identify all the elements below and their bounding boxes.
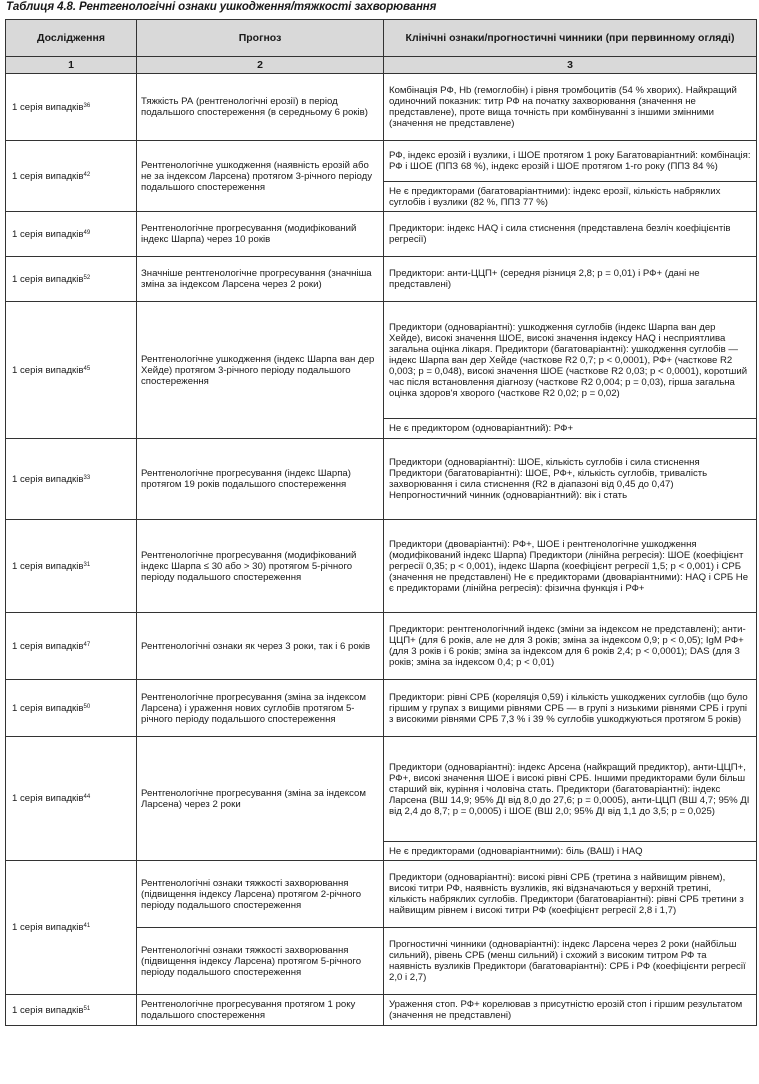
study-cell: 1 серія випадків$^{47}$	[6, 613, 137, 680]
study-cell: 1 серія випадків$^{36}$	[6, 74, 137, 141]
header-prognosis: Прогноз	[137, 20, 384, 57]
study-cell: 1 серія випадків$^{45}$	[6, 302, 137, 439]
study-cell: 1 серія випадків$^{42}$	[6, 141, 137, 212]
clinical-cell: Предиктори (одноваріантні): ушкодження суглобів (індекс Шарпа ван дер Хейде), високі значення ШОЕ, високі значення індексу HAQ і несприятлива загальна оцінка лікаря. Предиктори (багатоваріантні): ушкодження суглобів — індекс Шарпа ван дер Хейде (часткове R2 0,7; p < 0,0001), РФ+ (часткове R2 0,003; p = 0,048), високі значення ШОЕ (часткове R2 0,03; p < 0,0001), коротший час після встановлення діагнозу (часткове R2 0,004; p = 0,03), гірша загальна оцінка здоров'я хворого (часткове R2 0,02; p = 0,02)	[384, 302, 757, 419]
prognosis-cell: Рентгенологічне прогресування (зміна за індексом Ларсена) і ураження нових суглобів протягом 5-річного періоду подальшого спостереження	[137, 680, 384, 737]
study-cell: 1 серія випадків$^{50}$	[6, 680, 137, 737]
study-cell: 1 серія випадків$^{31}$	[6, 520, 137, 613]
clinical-cell: Предиктори: анти-ЦЦП+ (середня різниця 2,8; p = 0,01) і РФ+ (дані не представлені)	[384, 257, 757, 302]
table-row	[6, 141, 757, 182]
header-col-3: 3	[384, 57, 757, 74]
clinical-cell: Предиктори (одноваріантні): ШОЕ, кількість суглобів і сила стиснення Предиктори (багатоваріантні): ШОЕ, РФ+, кількість суглобів, тривалість захворювання і сила стиснення (R2 в діапазоні від 0,45 до 0,47) Непрогностичний чинник (одноваріантний): вік і стать	[384, 439, 757, 520]
clinical-cell: Комбінація РФ, Hb (гемоглобін) і рівня тромбоцитів (54 % хворих). Найкращий одиночний показник: титр РФ на початку захворювання (значення не представлене), проте вища точність при комбінуванні з іншими змінними (значення не представлене)	[384, 74, 757, 141]
clinical-cell: Не є предикторами (одноваріантними): біль (ВАШ) і HAQ	[384, 842, 757, 861]
clinical-cell: Прогностичні чинники (одноваріантні): індекс Ларсена через 2 роки (найбільш сильний), рівень СРБ (менш сильний) і схожий з високим титром РФ та наявність вузликів Предиктори (багатоваріантні): СРБ і РФ (коефіцієнти регресії 2,0 і 2,7)	[384, 928, 757, 995]
clinical-cell: Ураження стоп. РФ+ корелював з присутністю ерозій стоп і гіршим результатом (значення не представлені)	[384, 995, 757, 1026]
prognosis-cell: Рентгенологічні ознаки тяжкості захворювання (підвищення індексу Ларсена) протягом 5-річного періоду подальшого спостереження	[137, 928, 384, 995]
clinical-cell: Не є предиктором (одноваріантний): РФ+	[384, 419, 757, 439]
study-cell: 1 серія випадків$^{51}$	[6, 995, 137, 1026]
prognosis-cell: Рентгенологічні ознаки тяжкості захворювання (підвищення індексу Ларсена) протягом 2-річного періоду подальшого спостереження	[137, 861, 384, 928]
table-row	[6, 257, 757, 302]
table-caption: Таблиця 4.8. Рентгенологічні ознаки ушкодження/тяжкості захворювання	[6, 1, 437, 13]
table-row	[6, 995, 757, 1026]
header-col-2: 2	[137, 57, 384, 74]
clinical-cell: РФ, індекс ерозій і вузлики, і ШОЕ протягом 1 року Багатоваріантний: комбінація: РФ і ШОЕ (ППЗ 68 %), індекс ерозій і ШОЕ протягом 1-го року (ППЗ 84 %)	[384, 141, 757, 182]
prognosis-cell: Рентгенологічне прогресування (модифікований індекс Шарпа ≤ 30 або > 30) протягом 5-річного періоду подальшого спостереження	[137, 520, 384, 613]
study-cell: 1 серія випадків$^{41}$	[6, 861, 137, 995]
table-row	[6, 212, 757, 257]
clinical-cell: Предиктори: рівні СРБ (кореляція 0,59) і кількість ушкоджених суглобів (що було гіршим у групах з вищими рівнями СРБ — в групі з низькими рівнями СРБ і групі з високими рівнями СРБ 7,3 % і 39 % суглобів ушкоджуються протягом 5 років)	[384, 680, 757, 737]
prognosis-cell: Рентгенологічне прогресування протягом 1 року подальшого спостереження	[137, 995, 384, 1026]
table-row	[6, 439, 757, 520]
table-row	[6, 861, 757, 928]
evidence-table	[5, 19, 757, 1026]
prognosis-cell: Рентгенологічне прогресування (модифікований індекс Шарпа) через 10 років	[137, 212, 384, 257]
prognosis-cell: Рентгенологічні ознаки як через 3 роки, так і 6 років	[137, 613, 384, 680]
header-study: Дослідження	[6, 20, 137, 57]
clinical-cell: Не є предикторами (багатоваріантними): індекс ерозії, кількість набряклих суглобів і вузлики (82 %, ППЗ 77 %)	[384, 182, 757, 212]
clinical-cell: Предиктори (двоваріантні): РФ+, ШОЕ і рентгенологічне ушкодження (модифікований індекс Шарпа) Предиктори (лінійна регресія): ШОЕ (коефіцієнт регресії 0,35; p < 0,001), індекс Шарпа (коефіцієнт регресії 1,5; p < 0,001) і СРБ (значення не представлені) Не є предикторами (двоваріантними): HAQ і СРБ Не є предикторами (лінійна регресія): фізична функція і РФ+	[384, 520, 757, 613]
study-cell: 1 серія випадків$^{33}$	[6, 439, 137, 520]
clinical-cell: Предиктори: індекс HAQ і сила стиснення (представлена безліч коефіцієнтів регресії)	[384, 212, 757, 257]
prognosis-cell: Рентгенологічне ушкодження (індекс Шарпа ван дер Хейде) протягом 3-річного періоду подальшого спостереження	[137, 302, 384, 439]
prognosis-cell: Рентгенологічне прогресування (зміна за індексом Ларсена) через 2 роки	[137, 737, 384, 861]
study-cell: 1 серія випадків$^{49}$	[6, 212, 137, 257]
table-row	[6, 613, 757, 680]
clinical-cell: Предиктори (одноваріантні): індекс Арсена (найкращий предиктор), анти-ЦЦП+, РФ+, високі значення ШОЕ і високі рівні СРБ. Іншими предикторами були більш старший вік, куріння і чоловіча стать. Предиктори (багатоваріантні): індекс Ларсена (ВШ 14,9; 95% ДІ від 8,0 до 27,6; p = 0,0005), анти-ЦЦП (ВШ 4,7; 95% ДІ від 2,4 до 8,7; p = 0,0005) і ШОЕ (ВШ 2,0; 95% ДІ від 1,1 до 3,5; p = 0,025)	[384, 737, 757, 842]
study-cell: 1 серія випадків$^{44}$	[6, 737, 137, 861]
table-row	[6, 302, 757, 419]
header-col-1: 1	[6, 57, 137, 74]
header-clinical: Клінічні ознаки/прогностичні чинники (при первинному огляді)	[384, 20, 757, 57]
table-row	[6, 520, 757, 613]
prognosis-cell: Тяжкість РА (рентгенологічні ерозії) в період подальшого спостереження (в середньому 6 років)	[137, 74, 384, 141]
prognosis-cell: Рентгенологічне ушкодження (наявність ерозій або не за індексом Ларсена) протягом 3-річного періоду подальшого спостереження	[137, 141, 384, 212]
study-cell: 1 серія випадків$^{52}$	[6, 257, 137, 302]
table-row	[6, 74, 757, 141]
table-row	[6, 680, 757, 737]
clinical-cell: Предиктори (одноваріантні): високі рівні СРБ (третина з найвищим рівнем), високі титри РФ, наявність вузликів, які відзначаються у верхній третині, кількість набряклих суглобів. Предиктори (багатоваріантні): рівні СРБ третини з найвищим рівнем і високі титри РФ (коефіцієнт регресії 2,8 і 1,7)	[384, 861, 757, 928]
clinical-cell: Предиктори: рентгенологічний індекс (зміни за індексом не представлені); анти-ЦЦП+ (для 6 років, але не для 3 років; зміна за індексом 0,9; p < 0,05); IgM РФ+ (для 3 років і 6 років; зміна за індексом для 6 років 2,4; p < 0,0001); DAS (для 3 років; зміна за індексом 0,4; p < 0,01)	[384, 613, 757, 680]
table-row	[6, 737, 757, 842]
prognosis-cell: Значніше рентгенологічне прогресування (значніша зміна за індексом Ларсена через 2 роки)	[137, 257, 384, 302]
prognosis-cell: Рентгенологічне прогресування (індекс Шарпа) протягом 19 років подальшого спостереження	[137, 439, 384, 520]
